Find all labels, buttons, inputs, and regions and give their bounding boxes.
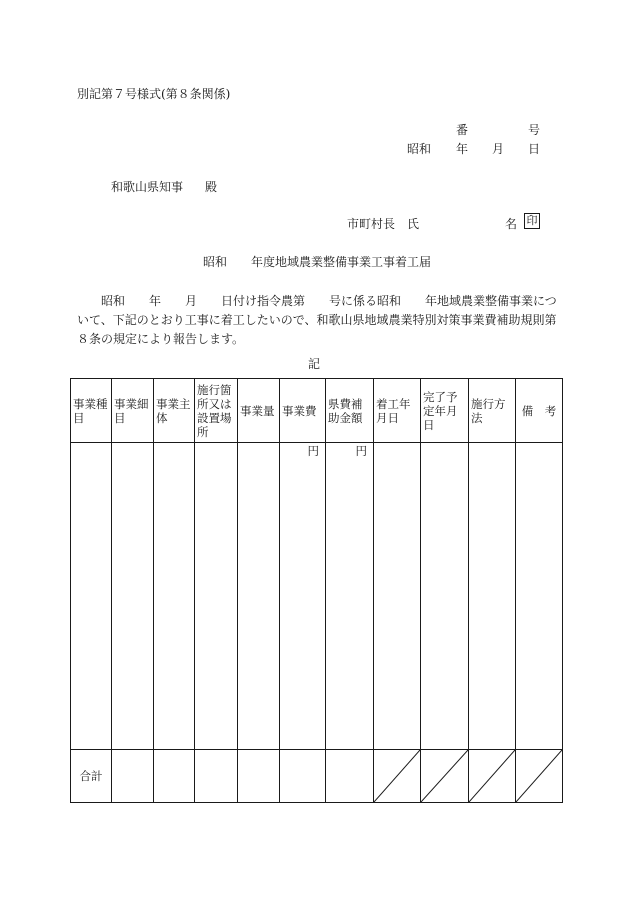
doc-title: 年度地域農業整備事業工事着工届 [251,255,432,269]
header-jigyouryou: 事業量 [238,379,280,443]
total-cell [154,750,195,803]
total-cell [195,750,238,803]
header-sekou-basho: 施行箇所又は設置場所 [195,379,238,443]
number-label-go: 号 [528,123,541,137]
cell-entry [516,443,563,750]
ki-marker: 記 [308,357,321,371]
header-chakkou-date: 着工年月日 [374,379,421,443]
date-era: 昭和 [407,142,432,156]
cell-entry [469,443,516,750]
table-total-row [71,750,563,803]
cell-entry [374,443,421,750]
applicant-label: 市町村長 氏 [347,217,420,231]
total-cell [326,750,374,803]
addressee-honorific: 殿 [205,180,218,194]
form-title: 別記第７号様式(第８条関係) [77,87,231,101]
total-cell [112,750,154,803]
total-cell-diagonal [469,750,516,803]
header-kenpi-hojokin: 県費補助金額 [326,379,374,443]
header-jigyou-shumoku: 事業種目 [71,379,112,443]
header-jigyou-saimoku: 事業細目 [112,379,154,443]
header-jigyouhi: 事業費 [280,379,326,443]
cell-entry [71,443,112,750]
addressee-name: 和歌山県知事 [111,180,184,194]
doc-title-era: 昭和 [203,255,228,269]
cell-entry [421,443,469,750]
table-header-row [71,379,563,443]
total-cell [280,750,326,803]
applicant-name-label: 名 [505,217,518,231]
number-label-ban: 番 [456,123,469,137]
seal-stamp: 印 [524,213,540,229]
cell-entry [154,443,195,750]
total-cell-diagonal [421,750,469,803]
total-cell-diagonal [516,750,563,803]
cell-entry [238,443,280,750]
report-body-text: 昭和 年 月 日付け指令農第 号に係る昭和 年地域農業整備事業について、下記のとおり工事に着工したいので、和歌山県地域農業特別対策事業費補助規則第８条の規定により報告します。 [77,294,557,346]
total-label: 合計 [71,750,112,803]
date-day: 日 [528,142,541,156]
header-kanryou-date: 完了予定年月日 [421,379,469,443]
cell-entry [195,443,238,750]
cell-unit-yen-subsidy: 円 [326,443,374,750]
total-cell-diagonal [374,750,421,803]
table-body-row [71,443,563,750]
cell-unit-yen-cost: 円 [280,443,326,750]
header-sekou-houhou: 施行方法 [469,379,516,443]
date-month: 月 [492,142,505,156]
cell-entry [112,443,154,750]
header-jigyou-shutai: 事業主体 [154,379,195,443]
total-cell [238,750,280,803]
construction-table [70,378,563,803]
date-year: 年 [456,142,469,156]
header-bikou: 備 考 [516,379,563,443]
